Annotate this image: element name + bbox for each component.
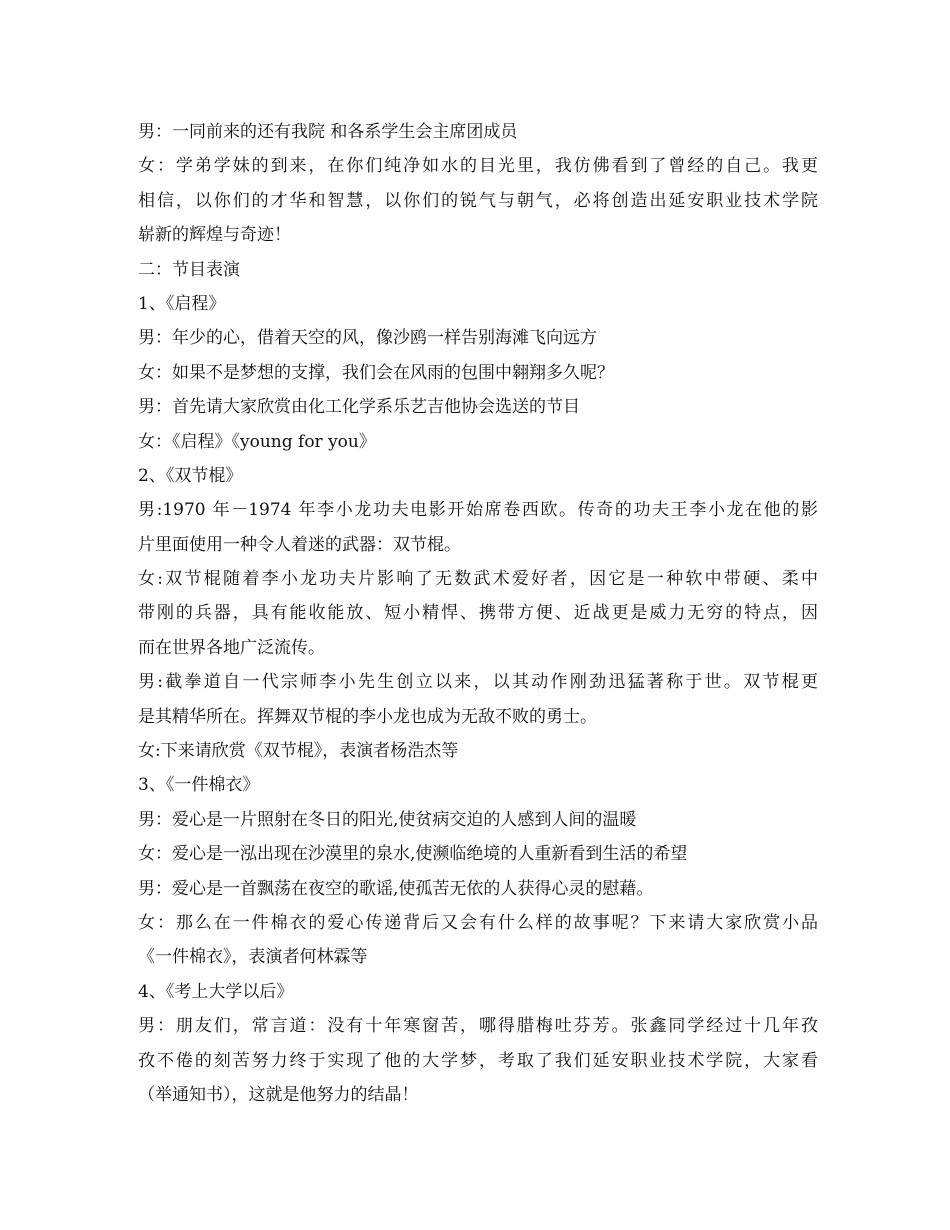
text-line: 片里面使用一种令人着迷的武器：双节棍。 (138, 534, 461, 555)
section-heading: 二：节目表演 (138, 259, 240, 280)
text-line: 《一件棉衣》，表演者何林霖等 (138, 947, 368, 968)
program-title: 4、《考上大学以后》 (138, 981, 294, 1002)
text-line: 女：学弟学妹的到来，在你们纯净如水的目光里，我仿佛看到了曾经的自己。我更 (138, 156, 818, 177)
text-line: 孜不倦的刻苦努力终于实现了他的大学梦，考取了我们延安职业技术学院，大家看 (138, 1050, 818, 1071)
text-line: 男：朋友们，常言道：没有十年寒窗苦，哪得腊梅吐芬芳。张鑫同学经过十几年孜 (138, 1016, 818, 1037)
text-line: 女：《启程》《young for you》 (138, 431, 376, 452)
program-title: 3、《一件棉衣》 (138, 775, 260, 796)
text-line: 男:1970 年－1974 年李小龙功夫电影开始席卷西欧。传奇的功夫王李小龙在他的影 (138, 500, 818, 521)
text-line: 相信，以你们的才华和智慧，以你们的锐气与朝气，必将创造出延安职业技术学院 (138, 190, 818, 211)
program-title: 2、《双节棍》 (138, 465, 243, 486)
text-line: （举通知书），这就是他努力的结晶！ (138, 1084, 419, 1105)
text-line: 男：一同前来的还有我院 和各系学生会主席团成员 (138, 122, 518, 142)
text-line: 女：如果不是梦想的支撑，我们会在风雨的包围中翱翔多久呢？ (138, 362, 614, 383)
text-line: 男：爱心是一首飘荡在夜空的歌谣,使孤苦无依的人获得心灵的慰藉。 (138, 878, 654, 899)
text-line: 崭新的辉煌与奇迹！ (138, 225, 291, 246)
text-line: 女：爱心是一泓出现在沙漠里的泉水,使濒临绝境的人重新看到生活的希望 (138, 844, 688, 865)
text-line: 带刚的兵器，具有能收能放、短小精悍、携带方便、近战更是威力无穷的特点，因 (138, 603, 818, 624)
text-line: 是其精华所在。挥舞双节棍的李小龙也成为无敌不败的勇士。 (138, 706, 597, 727)
text-line: 男：爱心是一片照射在冬日的阳光,使贫病交迫的人感到人间的温暖 (138, 809, 637, 830)
text-line: 男：年少的心，借着天空的风，像沙鸥一样告别海滩飞向远方 (138, 328, 597, 349)
text-line: 男:截拳道自一代宗师李小先生创立以来，以其动作刚劲迅猛著称于世。双节棍更 (138, 672, 818, 693)
text-line: 女:下来请欣赏《双节棍》，表演者杨浩杰等 (138, 741, 459, 762)
text-line: 女：那么在一件棉衣的爱心传递背后又会有什么样的故事呢？下来请大家欣赏小品 (138, 912, 818, 933)
document-body (138, 115, 818, 1112)
text-line: 而在世界各地广泛流传。 (138, 637, 325, 658)
text-line: 男：首先请大家欣赏由化工化学系乐艺吉他协会选送的节目 (138, 397, 580, 418)
text-line: 女:双节棍随着李小龙功夫片影响了无数武术爱好者，因它是一种软中带硬、柔中 (138, 569, 818, 590)
program-title: 1、《启程》 (138, 293, 226, 314)
